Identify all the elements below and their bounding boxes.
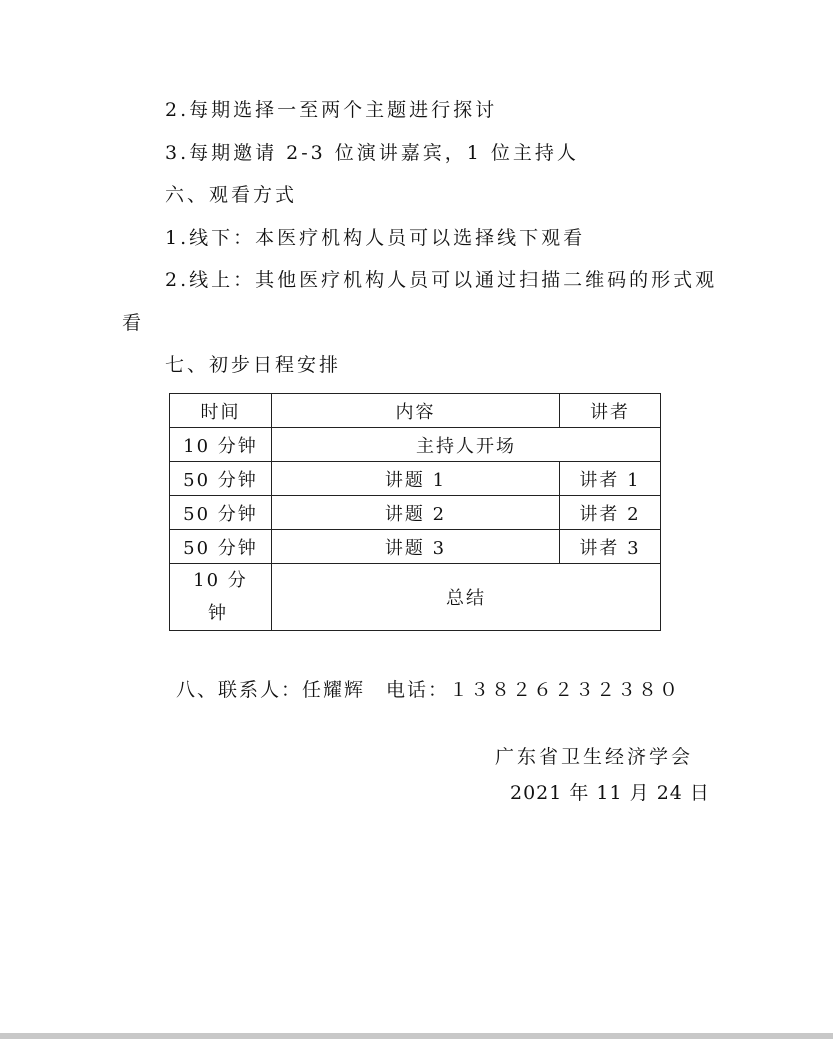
row-content: 讲题 1 [272,462,560,496]
row-speaker: 讲者 1 [560,462,661,496]
table-row [170,496,661,530]
row-content: 总结 [272,564,661,631]
paragraph-online-continued: 看 [122,312,145,334]
row-time: 50 分钟 [170,462,272,496]
row-time: 50 分钟 [170,496,272,530]
contact-line: 八、联系人：任耀辉 电话：１３８２６２３２３８０ [176,679,681,701]
schedule-table [169,393,661,631]
section-heading-schedule: 七、初步日程安排 [165,354,342,376]
row-speaker: 讲者 2 [560,496,661,530]
signature-date: 2021 年 11 月 24 日 [510,782,710,804]
header-speaker: 讲者 [560,394,661,428]
row-time-line2: 钟 [208,603,228,624]
paragraph-offline: 1.线下：本医疗机构人员可以选择线下观看 [165,227,586,249]
row-content: 讲题 3 [272,530,560,564]
table-row [170,564,661,631]
row-content: 讲题 2 [272,496,560,530]
paragraph-online: 2.线上：其他医疗机构人员可以通过扫描二维码的形式观 [165,269,718,291]
row-content: 主持人开场 [272,428,661,462]
paragraph-speakers: 3.每期邀请 2-3 位演讲嘉宾，1 位主持人 [165,142,579,164]
table-header-row [170,394,661,428]
section-heading-viewing: 六、观看方式 [165,184,298,206]
header-time: 时间 [170,394,272,428]
paragraph-topics: 2.每期选择一至两个主题进行探讨 [165,99,498,121]
row-time-line1: 10 分 [193,570,248,591]
table-row [170,530,661,564]
row-time: 10 分钟 [170,428,272,462]
row-speaker: 讲者 3 [560,530,661,564]
table-row [170,428,661,462]
table-row [170,462,661,496]
row-time [170,564,272,631]
row-time: 50 分钟 [170,530,272,564]
page-bottom-border [0,1033,833,1039]
signature-org: 广东省卫生经济学会 [495,746,694,768]
header-content: 内容 [272,394,560,428]
